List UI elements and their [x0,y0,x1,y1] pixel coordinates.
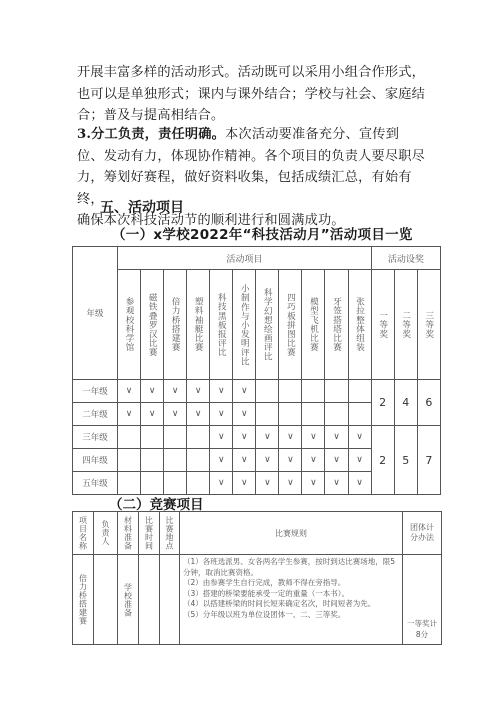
materials-cell [118,555,139,645]
competition-header-cell [139,512,160,555]
checkmark-cell: ∨ [210,403,233,426]
materials: 学校准备 [123,582,133,617]
prize-name: 三等奖 [423,310,434,339]
checkmark-cell [279,403,302,426]
activity-header: 活动项目 [118,247,372,270]
paragraph-2-lead: 3.分工负责，责任明确。 [77,127,226,142]
checkmark-cell: ∨ [141,380,164,403]
time-cell [139,555,160,645]
checkmark-cell: ∨ [187,403,210,426]
prize-header-cell [394,270,417,380]
prize-header-cell [371,270,394,380]
activity-name: 倍力桥搭建赛 [170,297,181,352]
activity-header-cell [164,270,187,380]
activity-name: 磁铁叠罗汉比赛 [147,292,158,357]
grade-header: 年级 [73,247,118,380]
project-name-cell [73,555,94,645]
checkmark-cell: ∨ [118,380,141,403]
activity-header-cell [187,270,210,380]
paragraph-2-line: 确保本次科技活动节的顺利进行和圆满成功。 [77,213,345,228]
prize-count-cell: 5 [394,426,417,495]
activity-header-cell [118,270,141,380]
checkmark-cell: ∨ [325,472,348,495]
prize-count-cell: 2 [371,426,394,495]
competition-header-label: 负责人 [101,520,110,546]
grade-cell: 二年级 [73,403,118,426]
checkmark-cell [164,472,187,495]
activity-name: 四巧板拼图比赛 [285,292,296,357]
competition-header-label: 比赛时间 [144,516,154,550]
activity-table [72,246,441,495]
paragraph-2-line [77,124,437,146]
checkmark-cell: ∨ [164,380,187,403]
checkmark-cell [141,472,164,495]
checkmark-cell [302,380,325,403]
competition-header-cell [403,512,442,555]
checkmark-cell: ∨ [325,449,348,472]
prize-name: 一等奖 [377,310,388,339]
checkmark-cell: ∨ [210,449,233,472]
project-name: 倍力桥搭建赛 [78,574,88,625]
checkmark-cell [187,449,210,472]
prize-header: 活动设奖 [371,247,440,270]
checkmark-cell [187,472,210,495]
activity-name: 科学幻想绘画评比 [262,288,273,361]
checkmark-cell [256,403,279,426]
competition-header-label: 比赛地点 [165,516,174,550]
location-cell [160,555,180,645]
checkmark-cell [118,449,141,472]
rules-cell [180,555,403,645]
activity-name: 模型飞机比赛 [308,297,319,352]
prize-name: 二等奖 [400,310,411,339]
checkmark-cell [118,426,141,449]
checkmark-cell [141,426,164,449]
activity-name: 塑料袖艇比赛 [193,297,204,352]
checkmark-cell: ∨ [256,449,279,472]
checkmark-cell: ∨ [210,472,233,495]
competition-header-label: 团体计分办法 [410,523,434,542]
competition-table [72,511,442,645]
competition-header-cell [73,512,94,555]
checkmark-cell: ∨ [118,403,141,426]
activity-header-cell [302,270,325,380]
checkmark-cell: ∨ [279,426,302,449]
owner-cell [94,555,118,645]
rule-line: （3）搭建的桥梁要能承受一定的重量（一本书）。 [183,588,350,598]
activity-header-cell [233,270,256,380]
competition-header-cell [180,512,403,555]
scoring-cell [403,555,442,645]
competition-header-label: 材料准备 [123,516,133,550]
section-heading: 五、活动项目 [100,200,184,216]
checkmark-cell: ∨ [302,472,325,495]
checkmark-cell: ∨ [233,403,256,426]
table-2-caption: （二）竞赛项目 [109,497,204,513]
checkmark-cell [141,449,164,472]
checkmark-cell: ∨ [187,380,210,403]
table-1-caption: （一）x学校2022年“科技活动月”活动项目一览 [112,227,413,243]
activity-header-cell [210,270,233,380]
competition-header-label: 项目名称 [78,516,88,550]
activity-header-cell [325,270,348,380]
competition-header-label: 比赛规则 [275,528,307,538]
table-row [73,426,441,449]
checkmark-cell: ∨ [302,449,325,472]
prize-count-cell: 6 [417,380,440,426]
prize-count-cell: 7 [417,426,440,495]
prize-count-cell: 2 [371,380,394,426]
paragraph-2-line: 力，筹划好赛程，做好资料收集，包括成绩汇总，有始有终， [77,170,412,207]
competition-header-cell [160,512,180,555]
checkmark-cell: ∨ [210,426,233,449]
checkmark-cell [164,426,187,449]
checkmark-cell: ∨ [233,426,256,449]
checkmark-cell [187,426,210,449]
prize-count-cell: 4 [394,380,417,426]
checkmark-cell: ∨ [210,380,233,403]
checkmark-cell: ∨ [233,449,256,472]
activity-header-cell [348,270,371,380]
paragraph-2-text: 本次活动要准备充分、宣传到 [225,127,400,142]
checkmark-cell: ∨ [325,426,348,449]
checkmark-cell: ∨ [256,472,279,495]
checkmark-cell: ∨ [141,403,164,426]
checkmark-cell [118,472,141,495]
checkmark-cell [302,403,325,426]
grade-cell: 四年级 [73,449,118,472]
checkmark-cell: ∨ [279,472,302,495]
checkmark-cell [325,403,348,426]
checkmark-cell: ∨ [348,472,371,495]
checkmark-cell [325,380,348,403]
checkmark-cell [256,380,279,403]
competition-header-cell [118,512,139,555]
checkmark-cell: ∨ [233,380,256,403]
checkmark-cell: ∨ [256,426,279,449]
checkmark-cell [279,380,302,403]
rule-line: （2）由参赛学生自行完成，教师不得在旁指导。 [183,578,346,587]
checkmark-cell: ∨ [302,426,325,449]
prize-header-cell [417,270,440,380]
checkmark-cell [348,403,371,426]
activity-name: 牙签搭塔比赛 [331,297,342,352]
activity-header-cell [279,270,302,380]
checkmark-cell [348,380,371,403]
checkmark-cell: ∨ [348,426,371,449]
checkmark-cell: ∨ [279,449,302,472]
paragraph-1-line: 也可以是单独形式；课内与课外结合；学校与社会、家庭结 [77,86,426,102]
checkmark-cell: ∨ [348,449,371,472]
activity-header-cell [141,270,164,380]
rule-line: （4）以搭建桥梁的时间长短来确定名次，时间短者为先。 [183,599,376,608]
scoring-text: 一等奖计8分 [407,619,437,639]
table-row [73,380,441,403]
rule-line: （1）各班选派男、女各两名学生参赛，按时到达比赛场地，限5分钟，取消比赛资格。 [183,557,396,577]
paragraph-1-line: 合；普及与提高相结合。 [77,108,225,123]
activity-name: 小制作与小发明评比 [239,283,250,366]
paragraph-1-line: 开展丰富多样的活动形式。活动既可以采用小组合作形式， [77,65,426,80]
checkmark-cell: ∨ [233,472,256,495]
checkmark-cell: ∨ [164,403,187,426]
grade-cell: 五年级 [73,472,118,495]
paragraph-1 [77,62,437,127]
activity-name: 张拉整体组装 [354,297,365,352]
rule-line: （5）分年级以班为单位设团体一、二、三等奖。 [183,609,346,619]
activity-name: 参观校科学馆 [124,297,135,352]
grade-cell: 三年级 [73,426,118,449]
paragraph-2-line: 位、发动有力，体现协作精神。各个项目的负责人要尽职尽 [77,148,426,164]
competition-header-cell [94,512,118,555]
activity-name: 科技黑板报评比 [216,292,227,357]
grade-cell: 一年级 [73,380,118,403]
activity-header-cell [256,270,279,380]
checkmark-cell [164,449,187,472]
